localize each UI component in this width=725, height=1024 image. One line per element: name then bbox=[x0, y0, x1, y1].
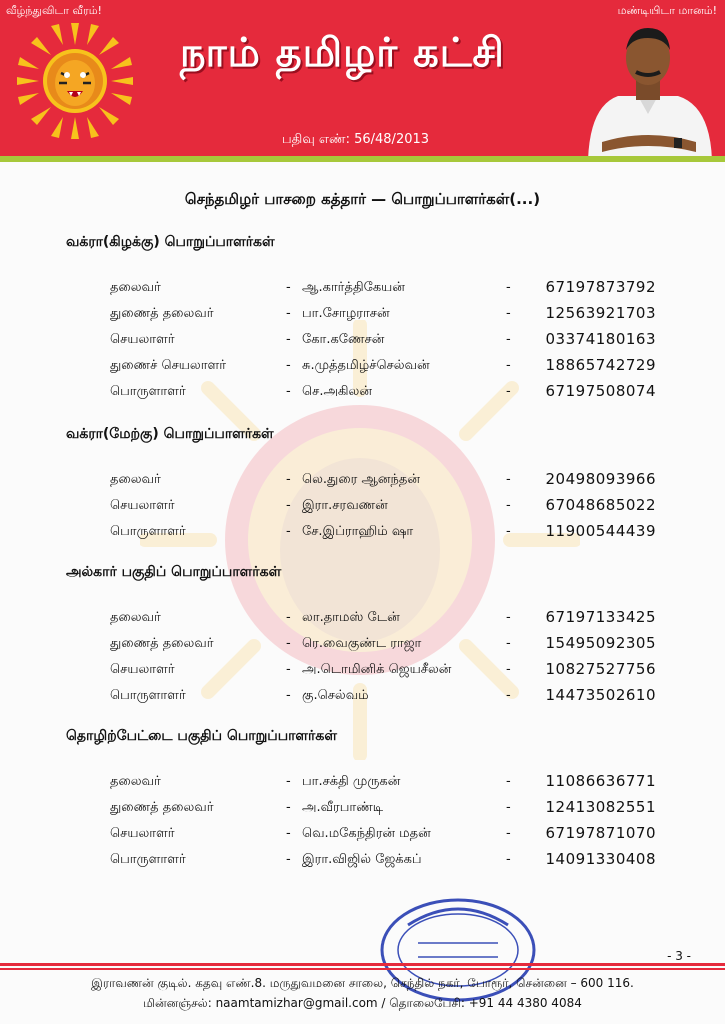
section-industrial-area bbox=[66, 728, 686, 874]
separator: - bbox=[506, 688, 511, 703]
member-role: துணைத் தலைவர் bbox=[110, 306, 214, 321]
separator: - bbox=[286, 662, 291, 677]
table-row bbox=[66, 328, 686, 354]
footer-divider bbox=[0, 968, 725, 970]
separator: - bbox=[286, 774, 291, 789]
member-role: துணைத் தலைவர் bbox=[110, 636, 214, 651]
separator: - bbox=[506, 332, 511, 347]
member-phone: 67197871070 bbox=[545, 824, 656, 842]
member-name: வெ.மகேந்திரன் மதன் bbox=[302, 826, 431, 841]
member-role: பொருளாளர் bbox=[110, 852, 186, 867]
member-phone: 14091330408 bbox=[545, 850, 656, 868]
member-role: தலைவர் bbox=[110, 472, 161, 487]
section-wakra-west bbox=[66, 426, 686, 546]
registration-number: பதிவு எண்: 56/48/2013 bbox=[282, 132, 430, 147]
table-row bbox=[66, 302, 686, 328]
member-name: செ.அகிலன் bbox=[302, 384, 372, 399]
table-row bbox=[66, 658, 686, 684]
member-name: பா.சக்தி முருகன் bbox=[302, 774, 401, 789]
member-phone: 67197508074 bbox=[545, 382, 656, 400]
tiger-sun-logo-icon bbox=[16, 22, 134, 140]
separator: - bbox=[286, 332, 291, 347]
header-accent-bar bbox=[0, 156, 725, 162]
member-role: பொருளாளர் bbox=[110, 688, 186, 703]
separator: - bbox=[506, 826, 511, 841]
footer-contact: மின்னஞ்சல்: naamtamizhar@gmail.com / தொலைபேசி: +91 44 4380 4084 bbox=[143, 996, 582, 1010]
section-heading: அல்கார் பகுதிப் பொறுப்பாளர்கள் bbox=[66, 564, 282, 580]
separator: - bbox=[506, 524, 511, 539]
separator: - bbox=[286, 636, 291, 651]
member-phone: 67048685022 bbox=[545, 496, 656, 514]
page-number: - 3 - bbox=[667, 949, 691, 963]
member-name: இரா.சரவணன் bbox=[302, 498, 388, 513]
leader-portrait-icon bbox=[578, 14, 718, 160]
separator: - bbox=[506, 610, 511, 625]
member-phone: 11900544439 bbox=[545, 522, 656, 540]
member-phone: 11086636771 bbox=[545, 772, 656, 790]
member-role: பொருளாளர் bbox=[110, 524, 186, 539]
member-name: கு.செல்வம் bbox=[302, 688, 369, 703]
separator: - bbox=[286, 524, 291, 539]
member-role: தலைவர் bbox=[110, 610, 161, 625]
separator: - bbox=[286, 498, 291, 513]
table-row bbox=[66, 276, 686, 302]
member-name: ரெ.வைகுண்ட ராஜா bbox=[302, 636, 422, 651]
separator: - bbox=[286, 280, 291, 295]
member-phone: 18865742729 bbox=[545, 356, 656, 374]
section-heading: வக்ரா(மேற்கு) பொறுப்பாளர்கள் bbox=[66, 426, 274, 442]
separator: - bbox=[506, 800, 511, 815]
party-name-logo-text: நாம் தமிழர் கட்சி bbox=[180, 30, 505, 76]
table-row bbox=[66, 770, 686, 796]
member-role: செயலாளர் bbox=[110, 332, 175, 347]
table-row bbox=[66, 822, 686, 848]
member-name: ஆ.கார்த்திகேயன் bbox=[302, 280, 405, 295]
separator: - bbox=[506, 662, 511, 677]
member-name: கோ.கணேசன் bbox=[302, 332, 385, 347]
separator: - bbox=[506, 636, 511, 651]
slogan-right: மண்டியிடா மானம்! bbox=[617, 4, 717, 17]
separator: - bbox=[506, 472, 511, 487]
section-wakra-east bbox=[66, 234, 686, 406]
member-name: லெ.துரை ஆனந்தன் bbox=[302, 472, 420, 487]
section-heading: வக்ரா(கிழக்கு) பொறுப்பாளர்கள் bbox=[66, 234, 275, 250]
separator: - bbox=[286, 306, 291, 321]
member-phone: 12413082551 bbox=[545, 798, 656, 816]
table-row bbox=[66, 848, 686, 874]
table-row bbox=[66, 606, 686, 632]
member-role: தலைவர் bbox=[110, 774, 161, 789]
separator: - bbox=[286, 688, 291, 703]
member-name: சே.இப்ராஹிம் ஷா bbox=[302, 524, 414, 539]
member-phone: 15495092305 bbox=[545, 634, 656, 652]
separator: - bbox=[506, 358, 511, 373]
member-phone: 20498093966 bbox=[545, 470, 656, 488]
member-role: தலைவர் bbox=[110, 280, 161, 295]
separator: - bbox=[506, 774, 511, 789]
member-role: துணைத் தலைவர் bbox=[110, 800, 214, 815]
member-phone: 10827527756 bbox=[545, 660, 656, 678]
separator: - bbox=[506, 306, 511, 321]
table-row bbox=[66, 468, 686, 494]
separator: - bbox=[286, 472, 291, 487]
member-phone: 14473502610 bbox=[545, 686, 656, 704]
member-role: செயலாளர் bbox=[110, 498, 175, 513]
member-phone: 67197133425 bbox=[545, 608, 656, 626]
footer-address: இராவணன் குடில். கதவு எண்.8. மருதுவமனை சாலை, செந்தில் நகர், போரூர், சென்னை – 600 116. bbox=[91, 976, 634, 990]
separator: - bbox=[506, 280, 511, 295]
separator: - bbox=[286, 358, 291, 373]
table-row bbox=[66, 494, 686, 520]
slogan-left: வீழ்ந்துவிடா வீரம்! bbox=[6, 4, 102, 17]
separator: - bbox=[286, 852, 291, 867]
member-role: செயலாளர் bbox=[110, 826, 175, 841]
separator: - bbox=[286, 384, 291, 399]
member-role: செயலாளர் bbox=[110, 662, 175, 677]
member-name: பா.சோழராசன் bbox=[302, 306, 390, 321]
member-phone: 03374180163 bbox=[545, 330, 656, 348]
footer-divider bbox=[0, 963, 725, 966]
member-role: பொருளாளர் bbox=[110, 384, 186, 399]
member-role: துணைச் செயலாளர் bbox=[110, 358, 227, 373]
table-row bbox=[66, 632, 686, 658]
section-heading: தொழிற்பேட்டை பகுதிப் பொறுப்பாளர்கள் bbox=[66, 728, 337, 744]
member-name: அ.வீரபாண்டி bbox=[302, 800, 384, 815]
member-name: இரா.விஜில் ஜேக்கப் bbox=[302, 852, 422, 867]
table-row bbox=[66, 796, 686, 822]
member-name: சு.முத்தமிழ்ச்செல்வன் bbox=[302, 358, 430, 373]
section-al-khor bbox=[66, 564, 686, 710]
member-phone: 12563921703 bbox=[545, 304, 656, 322]
member-name: அ.டொமினிக் ஜெயசீலன் bbox=[302, 662, 452, 677]
member-phone: 67197873792 bbox=[545, 278, 656, 296]
table-row bbox=[66, 684, 686, 710]
member-name: லா.தாமஸ் டேன் bbox=[302, 610, 400, 625]
separator: - bbox=[286, 800, 291, 815]
separator: - bbox=[506, 384, 511, 399]
table-row bbox=[66, 380, 686, 406]
separator: - bbox=[506, 498, 511, 513]
separator: - bbox=[286, 826, 291, 841]
document-title: செந்தமிழர் பாசறை கத்தார் — பொறுப்பாளர்கள்(...) bbox=[184, 190, 541, 208]
table-row bbox=[66, 520, 686, 546]
separator: - bbox=[286, 610, 291, 625]
letterhead-header bbox=[0, 0, 725, 160]
separator: - bbox=[506, 852, 511, 867]
table-row bbox=[66, 354, 686, 380]
